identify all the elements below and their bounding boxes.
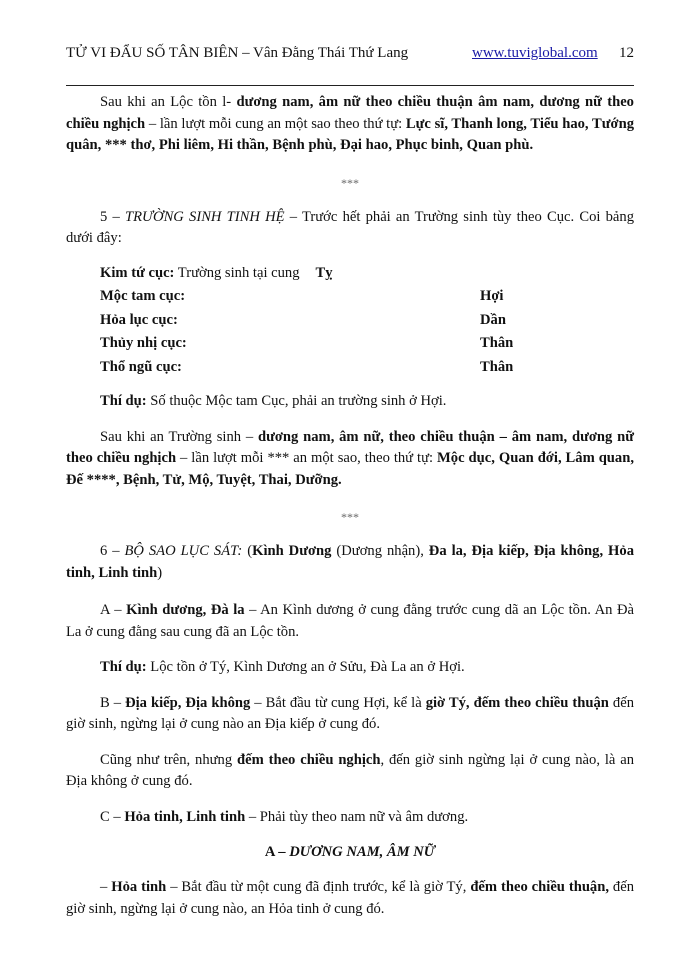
bold-text: Đa la, Địa kiếp, Địa không, Hỏa tinh, Linh tinh [66, 543, 635, 581]
bold-text: Mộc dục, Quan đới, Lâm quan, Đế ****, Bệnh, Tử, Mộ, Tuyệt, Thai, Dưỡng. [66, 450, 634, 488]
table-row [66, 356, 634, 380]
row-value: Tỵ [315, 264, 333, 281]
row-value: Thân [480, 335, 514, 351]
text: – [100, 879, 112, 895]
subheading-title: DƯƠNG NAM, ÂM NỮ [289, 844, 436, 860]
bold-text: Lực sĩ, Thanh long, Tiểu hao, Tướng quân, *** thơ, Phi liêm, Hi thần, Bệnh phù, Đại hao, Phục binh, Quan phù. [66, 115, 634, 153]
table-row [66, 285, 634, 309]
text: đến giờ sinh, ngừng lại ở cung nào an Địa kiếp ở cung đó. [66, 694, 634, 732]
bold-text: dương nam, âm nữ, theo chiều thuận – âm nam, dương nữ theo chiều nghịch [66, 428, 635, 466]
subheading [66, 842, 634, 863]
page-number: 12 [619, 45, 634, 61]
row-value: Dần [480, 311, 506, 328]
bold-text: Hỏa tinh [111, 879, 167, 895]
bold-text: Hỏa tinh, Linh tinh [124, 808, 246, 825]
truong-sinh-table [66, 262, 634, 380]
table-row [66, 309, 634, 333]
bold-text: Kình Dương [252, 543, 332, 559]
section-title: BỘ SAO LỤC SÁT: [124, 543, 243, 559]
row-text: Trường sinh tại cung [174, 264, 300, 281]
table-row [66, 332, 634, 356]
text: B – [100, 694, 126, 711]
text: ) [157, 564, 163, 581]
row-value: Thân [480, 358, 514, 375]
example-2 [66, 657, 634, 679]
row-label: Thổ ngũ cục: [100, 358, 182, 375]
bold-text: đếm theo chiều nghịch [237, 751, 381, 768]
document-title: TỬ VI ĐẨU SỐ TÂN BIÊN – Vân Đằng Thái Thứ Lang [66, 45, 409, 61]
section-separator: *** [341, 510, 359, 524]
row-label: Kim tứ cục: [100, 264, 175, 281]
paragraph-loc-ton [66, 92, 634, 157]
text: – Phải tùy theo nam nữ và âm dương. [245, 808, 469, 825]
page-header [66, 45, 634, 65]
section-title: TRƯỜNG SINH TINH HỆ [125, 208, 285, 225]
example-label: Thí dụ: [100, 393, 147, 409]
header-divider [66, 85, 634, 86]
paragraph-truong-sinh [66, 427, 634, 492]
bold-text: đếm theo chiều thuận, [470, 879, 609, 895]
website-link[interactable]: www.tuviglobal.com [472, 45, 598, 61]
example-label: Thí dụ: [100, 659, 147, 675]
subheading-prefix: A – [264, 844, 290, 860]
text: Số thuộc Mộc tam Cục, phải an trường sinh ở Hợi. [146, 393, 447, 409]
text: Sau khi an Lộc tồn l- [100, 94, 237, 110]
row-label: Thủy nhị cục: [100, 335, 187, 351]
paragraph-a [66, 600, 634, 643]
text: , đến giờ sinh ngừng lại ở cung nào, là an Địa không ở cung đó. [66, 751, 634, 789]
table-row [66, 262, 634, 286]
text: Sau khi an Trường sinh – [100, 428, 258, 445]
text: đến giờ sinh, ngừng lại ở cung nào, an Hỏa tinh ở cung đó. [66, 879, 635, 917]
row-value: Hợi [480, 288, 504, 304]
paragraph-c [66, 807, 634, 829]
text: – Bắt đầu từ cung Hợi, kể là [250, 694, 426, 711]
row-label: Hỏa lục cục: [100, 311, 178, 328]
text: – lần lượt mỗi *** an một sao, theo thứ tự: [176, 450, 438, 466]
text: C – [100, 808, 125, 825]
bold-text: giờ Tý, đếm theo chiều thuận [425, 694, 609, 711]
text: – Trước hết phải an Trường sinh tùy theo Cục. Coi bảng dưới đây: [66, 208, 635, 246]
row-label: Mộc tam cục: [100, 288, 186, 304]
section-5-heading [66, 207, 634, 250]
paragraph-b [66, 693, 634, 736]
bold-text: dương nam, âm nữ theo chiều thuận âm nam, dương nữ theo chiều nghịch [66, 94, 634, 132]
text: (Dương nhận), [331, 543, 429, 559]
section-6-heading [66, 541, 634, 584]
text: – lần lượt mỗi cung an một sao theo thứ tự: [145, 115, 406, 132]
text: Cũng như trên, nhưng [100, 751, 237, 768]
section-number: 6 – [100, 543, 125, 559]
bold-text: Địa kiếp, Địa không [125, 694, 251, 711]
section-number: 5 – [100, 208, 125, 225]
paragraph-hoa-tinh [66, 877, 634, 920]
text: A – [100, 602, 127, 618]
section-separator: *** [341, 175, 359, 190]
text: – An Kình dương ở cung đằng trước cung dã an Lộc tồn. An Đà La ở cung đằng sau cung đã an Lộc tồn. [66, 602, 635, 640]
text: Lộc tồn ở Tý, Kình Dương an ở Sửu, Đà La an ở Hợi. [146, 659, 465, 675]
paragraph-b2 [66, 750, 634, 793]
bold-text: Kình dương, Đà la [126, 602, 245, 618]
page-body [66, 90, 634, 920]
text: – Bắt đầu từ một cung đã định trước, kể là giờ Tý, [166, 879, 471, 895]
example-1 [66, 391, 634, 413]
text: ( [242, 543, 253, 559]
